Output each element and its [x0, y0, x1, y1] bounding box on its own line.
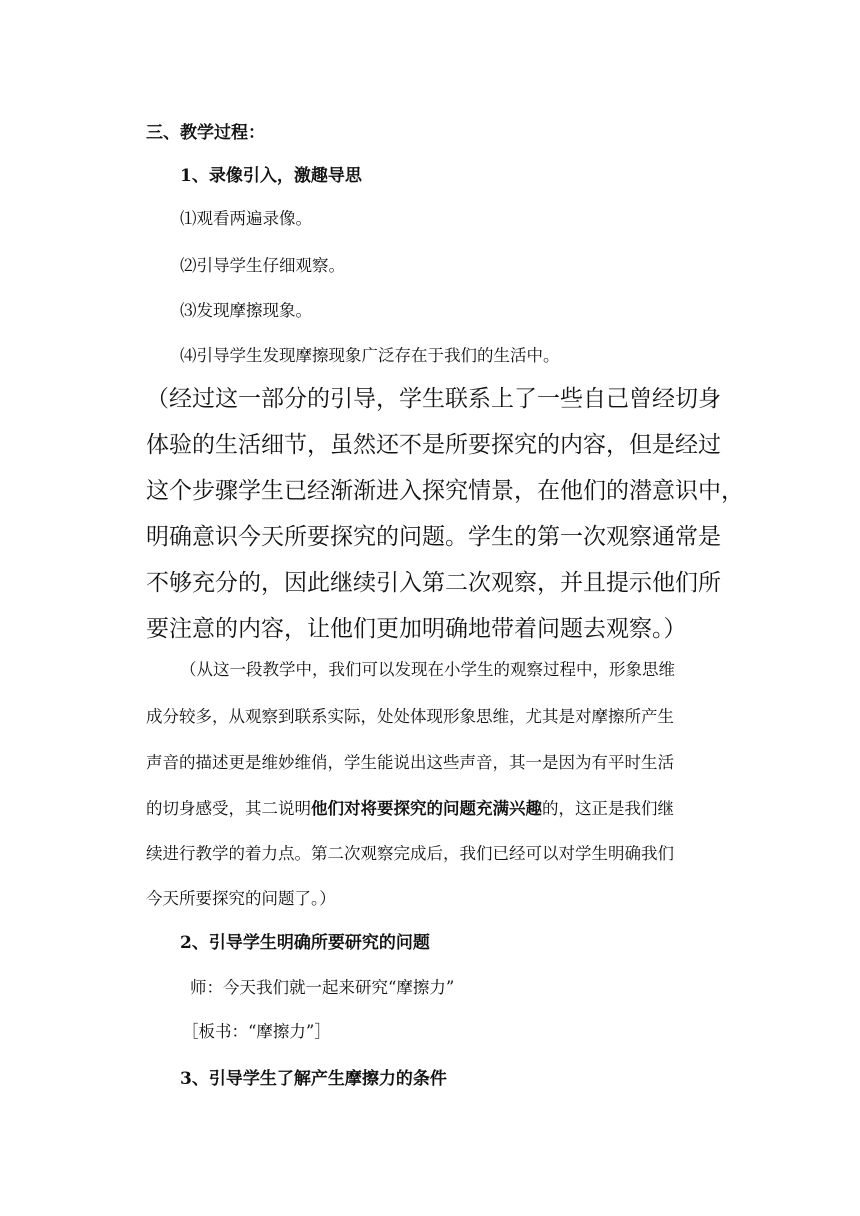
note2-line-5: 续进行教学的着力点。第二次观察完成后，我们已经可以对学生明确我们 [146, 844, 674, 863]
note2-emphasis: 他们对将要探究的问题充满兴趣 [311, 799, 542, 818]
note2-line-3: 声音的描述更是维妙维俏，学生能说出这些声音，其一是因为有平时生活 [146, 753, 674, 772]
note2-line-1: （从这一段教学中，我们可以发现在小学生的观察过程中，形象思维 [180, 660, 675, 679]
note2-line-6: 今天所要探究的问题了。） [146, 889, 336, 908]
step1-item-2: ⑵引导学生仔细观察。 [180, 256, 345, 275]
note1-line-4: 明确意识今天所要探究的问题。学生的第一次观察通常是 [146, 524, 721, 550]
note1-line-6: 要注意的内容，让他们更加明确地带着问题去观察。） [146, 616, 687, 642]
note1-line-3: 这个步骤学生已经渐渐进入探究情景，在他们的潜意识中， [146, 478, 744, 504]
note1-line-5: 不够充分的，因此继续引入第二次观察，并且提示他们所 [146, 570, 721, 596]
note2-line-2: 成分较多，从观察到联系实际，处处体现形象思维，尤其是对摩擦所产生 [146, 707, 674, 726]
note2-line-4-post: 的，这正是我们继 [542, 799, 674, 818]
step1-title: 1、录像引入，激趣导思 [180, 166, 362, 186]
teacher-line: 师：今天我们就一起来研究“摩擦力” [190, 978, 455, 997]
step3-title: 3、引导学生了解产生摩擦力的条件 [180, 1069, 447, 1089]
step1-item-4: ⑷引导学生发现摩擦现象广泛存在于我们的生活中。 [180, 346, 560, 365]
step1-item-1: ⑴观看两遍录像。 [180, 209, 312, 228]
step1-item-3: ⑶发现摩擦现象。 [180, 301, 312, 320]
section-heading: 三、教学过程： [146, 123, 265, 143]
step2-title: 2、引导学生明确所要研究的问题 [180, 933, 430, 953]
note1-line-2: 体验的生活细节，虽然还不是所要探究的内容，但是经过 [146, 432, 721, 458]
note2-line-4-pre: 的切身感受，其二说明 [146, 799, 311, 818]
note1-line-1: （经过这一部分的引导，学生联系上了一些自己曾经切身 [146, 386, 721, 412]
note2-line-4 [146, 795, 674, 819]
board-note: ［板书：“摩擦力”］ [182, 1022, 331, 1041]
